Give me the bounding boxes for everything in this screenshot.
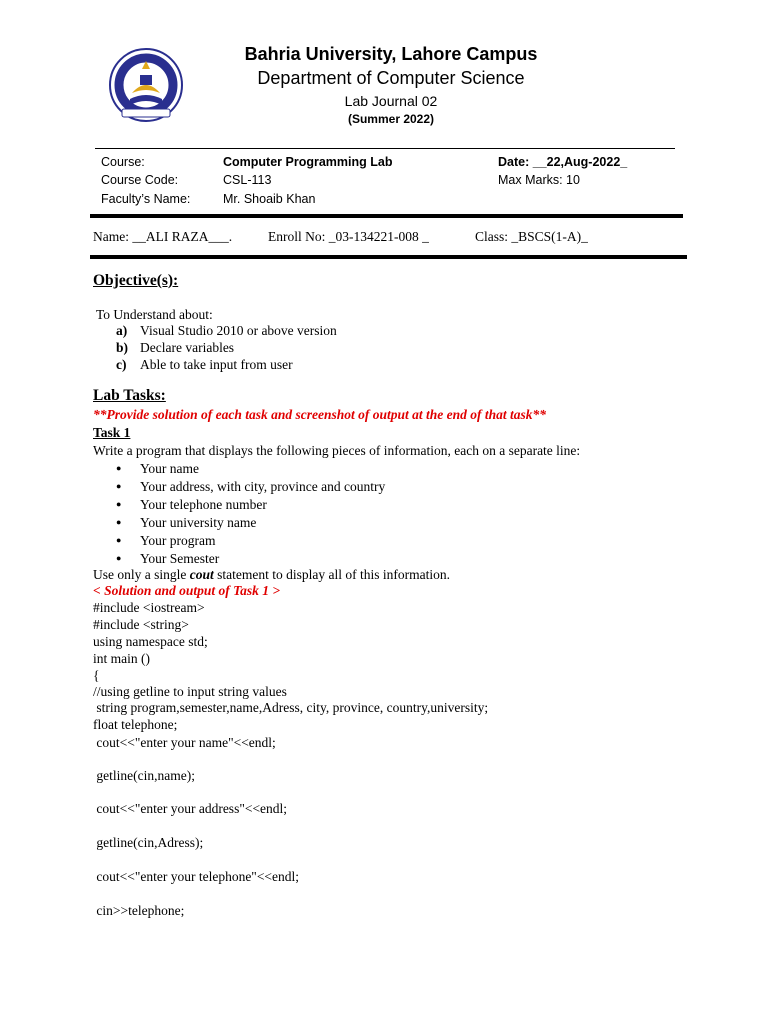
requirement-item [116,460,536,478]
instruction-suffix: statement to display all of this information. [213,567,450,582]
course-info-bottom-rule [90,214,683,218]
faculty-label: Faculty’s Name: [101,192,191,206]
class-field: Class: _BSCS(1-A)_ [475,229,588,244]
date-field: Date: __22,Aug-2022_ [498,155,628,169]
requirement-text: Your program [140,533,216,548]
student-name: Name: __ALI RAZA___. [93,229,233,244]
code-line: //using getline to input string values [93,684,287,699]
code-line: getline(cin,Adress); [93,835,204,850]
objective-item [116,356,516,373]
requirement-item [116,514,536,532]
code-line: getline(cin,name); [93,768,195,783]
objective-marker: b) [116,340,129,355]
code-line: { [93,668,100,683]
code-line: float telephone; [93,717,178,732]
lab-tasks-note: **Provide solution of each task and screenshot of output at the end of that task** [93,407,547,422]
header-divider [95,148,675,149]
objective-marker: a) [116,323,128,338]
faculty-value: Mr. Shoaib Khan [223,192,316,206]
code-line: string program,semester,name,Adress, city, province, country,university; [93,700,489,715]
student-bottom-rule [90,255,687,259]
requirement-item [116,496,536,514]
requirement-text: Your Semester [140,551,220,566]
university-name: Bahria University, Lahore Campus [244,44,538,64]
max-marks: Max Marks: 10 [498,173,580,187]
objectives-heading: Objective(s): [93,272,179,289]
lab-tasks-heading: Lab Tasks: [93,387,166,404]
code-line: cout<<"enter your address"<<endl; [93,801,288,816]
code-line: using namespace std; [93,634,208,649]
code-line: cin>>telephone; [93,903,185,918]
objectives-intro: To Understand about: [96,307,213,322]
lab-journal-number: 02 [421,93,438,109]
bullet-icon: ● [116,499,122,509]
task1-title: Task 1 [93,425,131,440]
course-code-value: CSL-113 [223,173,272,187]
bullet-icon: ● [116,481,122,491]
task1-instruction [93,566,450,583]
objective-text: Able to take input from user [140,357,293,372]
objective-item [116,339,516,356]
course-label: Course: [101,155,145,169]
task1-requirements [116,460,536,568]
code-line: #include <string> [93,617,189,632]
session-label: (Summer 2022) [347,112,435,126]
code-line: cout<<"enter your telephone"<<endl; [93,869,300,884]
bullet-icon: ● [116,553,122,563]
bullet-icon: ● [116,517,122,527]
lab-journal-title [0,93,768,109]
code-line: cout<<"enter your name"<<endl; [93,735,276,750]
solution-label: < Solution and output of Task 1 > [93,583,281,598]
department-name: Department of Computer Science [257,68,525,88]
course-value: Computer Programming Lab [223,155,393,169]
instruction-keyword: cout [189,567,214,582]
objective-text: Declare variables [140,340,235,355]
requirement-text: Your address, with city, province and country [140,479,386,494]
bullet-icon: ● [116,535,122,545]
requirement-text: Your university name [140,515,257,530]
code-line: int main () [93,651,150,666]
instruction-prefix: Use only a single [93,567,190,582]
course-code-label: Course Code: [101,173,179,187]
requirement-item [116,478,536,496]
bullet-icon: ● [116,463,122,473]
task1-description: Write a program that displays the following pieces of information, each on a separate line: [93,443,581,458]
requirement-item [116,532,536,550]
objective-item [116,322,516,339]
lab-journal-label: Lab Journal [344,93,418,109]
enroll-number: Enroll No: _03-134221-008 _ [268,229,429,244]
requirement-text: Your name [140,461,200,476]
requirement-text: Your telephone number [140,497,267,512]
objectives-list [116,322,516,373]
objective-marker: c) [116,357,127,372]
objective-text: Visual Studio 2010 or above version [140,323,337,338]
code-line: #include <iostream> [93,600,205,615]
